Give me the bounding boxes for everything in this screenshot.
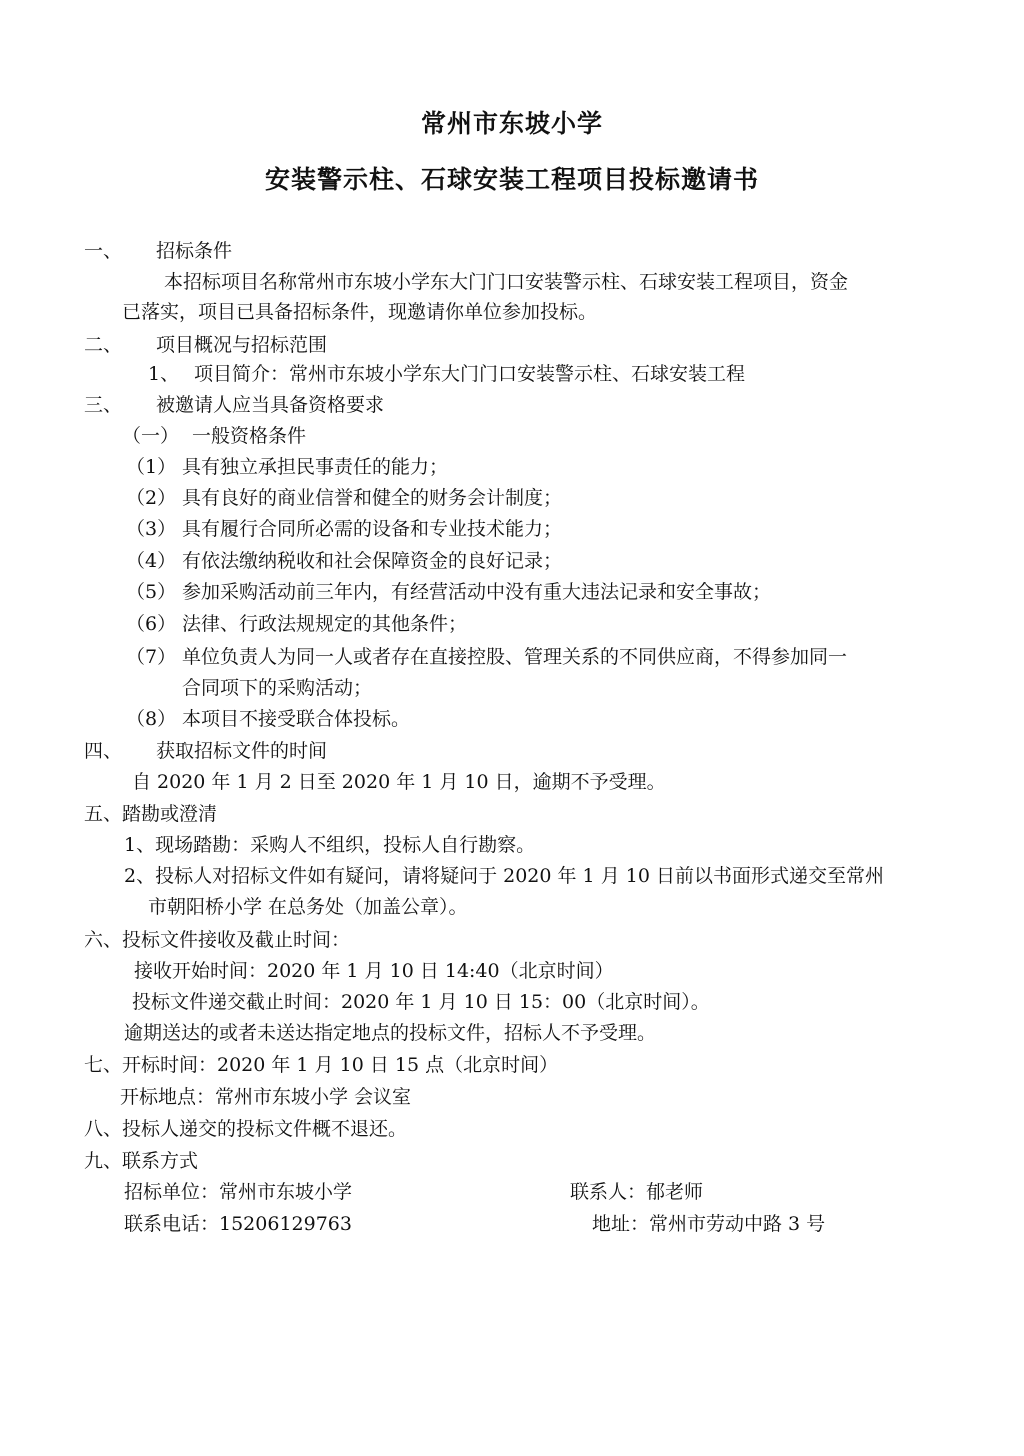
- section-4-heading: [84, 739, 327, 763]
- list-item: [126, 612, 467, 636]
- subsection-title: 一般资格条件: [192, 425, 307, 447]
- section-5-item-1: 1、现场踏勘：采购人不组织，投标人自行勘察。: [124, 834, 536, 856]
- section-5-heading: 五、踏勘或澄清: [84, 803, 218, 825]
- list-item: [126, 517, 562, 541]
- list-item-text: 本项目不接受联合体投标。: [182, 708, 411, 730]
- item-number: 1、: [148, 363, 180, 385]
- subsection-number: （一）: [122, 425, 180, 447]
- list-item-number: （1）: [126, 456, 177, 478]
- list-item: [126, 455, 448, 479]
- section-number: 三、: [84, 394, 123, 416]
- list-item-number: （4）: [126, 550, 177, 572]
- section-3-heading: [84, 393, 384, 417]
- list-item-text: 参加采购活动前三年内，有经营活动中没有重大违法记录和安全事故；: [182, 581, 772, 603]
- bidding-unit: 招标单位：常州市东坡小学: [124, 1181, 353, 1203]
- list-item: [126, 707, 410, 731]
- section-title: 被邀请人应当具备资格要求: [156, 394, 385, 416]
- section-2-item: [148, 362, 745, 386]
- list-item: [126, 580, 771, 604]
- section-title: 项目概况与招标范围: [156, 334, 328, 356]
- list-item-number: （5）: [126, 581, 177, 603]
- section-4-paragraph: 自 2020 年 1 月 2 日至 2020 年 1 月 10 日，逾期不予受理。: [132, 771, 666, 793]
- receive-start-time: 接收开始时间：2020 年 1 月 10 日 14:40（北京时间）: [134, 960, 614, 982]
- list-item-text: 法律、行政法规规定的其他条件；: [182, 613, 468, 635]
- list-item: [126, 486, 562, 510]
- contact-phone: 联系电话：15206129763: [124, 1213, 352, 1235]
- list-item: [126, 645, 847, 669]
- section-8-heading: 八、投标人递交的投标文件概不退还。: [84, 1118, 408, 1140]
- list-item-continuation: 合同项下的采购活动；: [182, 677, 373, 699]
- section-2-heading: [84, 333, 327, 357]
- section-1-paragraph-line1: 本招标项目名称常州市东坡小学东大门门口安装警示柱、石球安装工程项目，资金: [164, 271, 849, 293]
- section-6-heading: 六、投标文件接收及截止时间：: [84, 929, 351, 951]
- section-1-paragraph-line2: 已落实，项目已具备招标条件，现邀请你单位参加投标。: [122, 301, 598, 323]
- section-7-heading: 七、开标时间：2020 年 1 月 10 日 15 点（北京时间）: [84, 1054, 559, 1076]
- subsection-heading: [122, 424, 306, 448]
- page-subtitle: 安装警示柱、石球安装工程项目投标邀请书: [264, 165, 759, 194]
- section-number: 二、: [84, 334, 123, 356]
- opening-location: 开标地点：常州市东坡小学 会议室: [120, 1086, 412, 1108]
- item-text: 项目简介：常州市东坡小学东大门门口安装警示柱、石球安装工程: [194, 363, 746, 385]
- list-item-text: 具有履行合同所必需的设备和专业技术能力；: [182, 518, 563, 540]
- section-title: 获取招标文件的时间: [156, 740, 328, 762]
- list-item: [126, 549, 562, 573]
- section-5-item-2-continuation: 市朝阳桥小学 在总务处（加盖公章）。: [148, 896, 468, 918]
- section-5-item-2: 2、投标人对招标文件如有疑问，请将疑问于 2020 年 1 月 10 日前以书面形式递交至常州: [124, 865, 884, 887]
- section-1-heading: [84, 239, 232, 263]
- list-item-number: （7）: [126, 646, 177, 668]
- contact-address: 地址：常州市劳动中路 3 号: [592, 1213, 826, 1235]
- list-item-number: （3）: [126, 518, 177, 540]
- list-item-text: 单位负责人为同一人或者存在直接控股、管理关系的不同供应商，不得参加同一: [182, 646, 848, 668]
- section-number: 四、: [84, 740, 123, 762]
- section-9-heading: 九、联系方式: [84, 1150, 199, 1172]
- page-title: 常州市东坡小学: [420, 109, 603, 138]
- list-item-number: （2）: [126, 487, 177, 509]
- list-item-number: （8）: [126, 708, 177, 730]
- list-item-text: 具有独立承担民事责任的能力；: [182, 456, 449, 478]
- list-item-text: 具有良好的商业信誉和健全的财务会计制度；: [182, 487, 563, 509]
- section-title: 招标条件: [156, 240, 233, 262]
- list-item-number: （6）: [126, 613, 177, 635]
- section-number: 一、: [84, 240, 123, 262]
- submission-deadline: 投标文件递交截止时间：2020 年 1 月 10 日 15：00（北京时间）。: [132, 991, 710, 1013]
- late-submission-note: 逾期送达的或者未送达指定地点的投标文件，招标人不予受理。: [124, 1022, 657, 1044]
- contact-person: 联系人：郁老师: [570, 1181, 704, 1203]
- list-item-text: 有依法缴纳税收和社会保障资金的良好记录；: [182, 550, 563, 572]
